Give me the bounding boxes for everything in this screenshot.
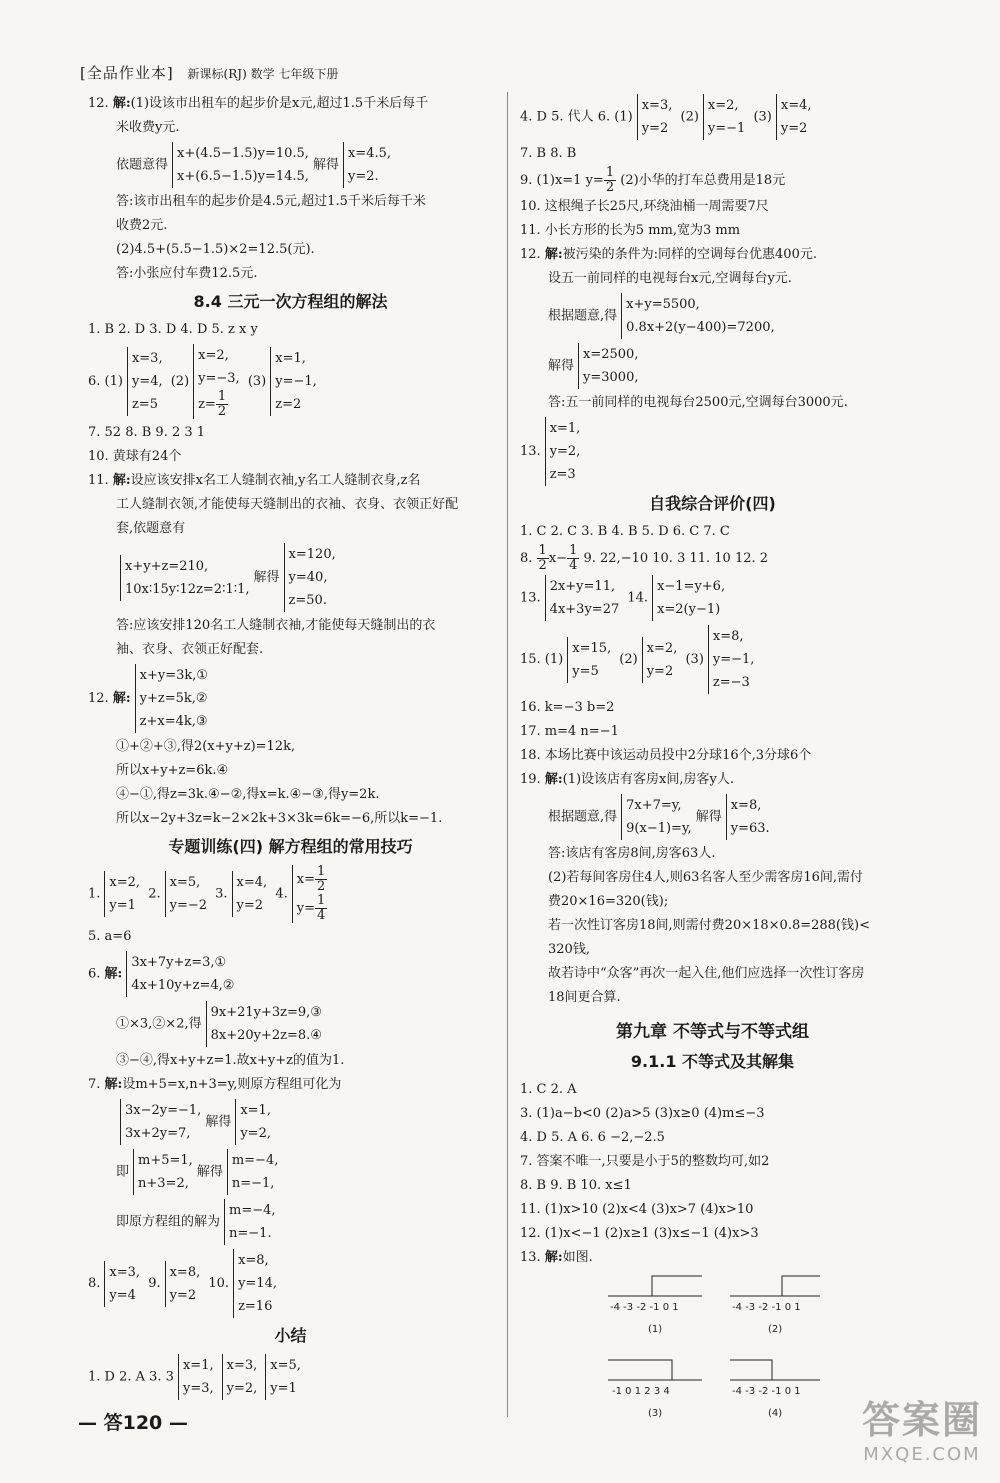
figure-caption: (1) [648, 1324, 663, 1335]
equation-line: 根据题意,得 7x+7=y, 9(x−1)=y, 解得 x=8, y=63. [520, 792, 905, 842]
equation-line: ①×3,②×2,得 9x+21y+3z=9,③ 8x+20y+2z=8.④ [88, 999, 493, 1049]
column-divider [507, 92, 508, 1417]
equation-system: x−1=y+6, x=2(y−1) [652, 575, 725, 621]
left-column: 12. 解:(1)设该市出租车的起步价是x元,超过1.5千米后每千 米收费y元. 依题意得 x+(4.5−1.5)y=10.5, x+(6.5−1.5)y=14.5, 解得 x=4.5, y=2. 答:该市出租车的起步价是4.5元,超过1.5千米后每千米 收费2元. (2)4.5+(5.5−1.5)×2=12.5(元). 答:小张应付车费12.5元. 8.4 三元一次方程组的解法 1. B 2. D 3. D 4. D 5. z x y 6. (1) x=3, y=4, z=5 (2) x=2, y=−3, z= $\frac{1}{2}$ (3) x=1, y=−1, z=2 7. 52 8. B 9. 2 3 1 10. 黄球有24个 11. 解:设应该安排x名工人缝制衣袖,y名工人缝制衣身,z名 工人缝制衣领,才能使每天缝制出的衣袖、衣身、衣领正好配 套,依题意有 x+y+z=210, 10x∶15y∶12z=2∶1∶1, 解得 x=120, y=40, z=50. 答:应该安排120名工人缝制衣袖,才能使每天缝制出的衣 袖、衣身、衣领正好配套. 12. 解: x+y=3k,① y+z=5k,② z+x=4k,③ ①+②+③,得2(x+y+z)=12k, 所以x+y+z=6k.④ ④−①,得z=3k.④−②,得x=k.④−③,得y=2k. 所以x−2y+3z=k−2×2k+3×3k=6k=−6,所以k=−1. 专题训练(四) 解方程组的常用技巧 1. x=2, y=1 2. x=5, y=−2 3. x=4, y=2 4. x= $\frac{1}{2}$ y= $\frac{1}{4}$ 5. a=6 6. 解: 3x+7y+z=3,① 4x+10y+z=4,② ①×3,②×2,得 9x+21y+3z=9,③ 8x+20y+2z=8.④ ③−④,得x+y+z=1.故x+y+z的值为1. 7. 解:设m+5=x,n+3=y,则原方程组可化为 3x−2y=−1, 3x+2y=7, 解得 x=1, y=2, 即 m+5=1, n+3=2, 解得 m=−4, n=−1, 即原方程组的解为 m=−4, n=−1. 8. x=3, y=4 9. x=8, y=2 10. x=8, y=14, z=16 小结 1. D 2. A 3. 3 x=1, y=3, x=3, y=2, x=5, y=1 [88, 92, 493, 1402]
page-number: — 答120 — [78, 1412, 188, 1434]
text-line: ①+②+③,得2(x+y+z)=12k, [116, 739, 296, 754]
text-line: 10. 黄球有24个 [88, 449, 182, 464]
section-heading: 小结 [274, 1326, 307, 1345]
equation-line: 根据题意,得 x+y=5500, 0.8x+2(y−400)=7200, [520, 291, 905, 341]
section-heading: 自我综合评价(四) [649, 494, 776, 513]
svg-text:-4 -3 -2 -1 0 1: -4 -3 -2 -1 0 1 [732, 1302, 801, 1313]
text-line: 所以x+y+z=6k.④ [116, 763, 229, 778]
book-meta: 新课标(RJ) 数学 七年级下册 [187, 67, 339, 81]
watermark [862, 1389, 982, 1465]
equation-system: x=2, y=−1 [703, 94, 745, 140]
right-column: 4. D 5. 代人 6. (1) x=3, y=2 (2) x=2, y=−1 (3) x=4, y=2 7. B 8. B 9. (1)x=1 y= $\frac{1}{2}$ (2)小华的打车总费用是18元 10. 这根绳子长25尺,环绕油桶一周需要7尺 11. 小长方形的长为5 mm,宽为3 mm 12. 解:被污染的条件为:同样的空调每台优惠400元. 设五一前同样的电视每台x元,空调每台y元. 根据题意,得 x+y=5500, 0.8x+2(y−400)=7200, 解得 x=2500, y=3000, 答:五一前同样的电视每台2500元,空调每台3000元. 13. x=1, y=2, z=3 自我综合评价(四) 1. C 2. C 3. B 4. B 5. D 6. C 7. C 8. $\frac{1}{2}$ x− $\frac{1}{4}$ 9. 22,−10 10. 3 11. 10 12. 2 13. 2x+y=11, 4x+3y=27 14. x−1=y+6, x=2(y−1) 15. (1) x=15, y=5 (2) x=2, y=2 (3) x=8, y=−1, z=−3 16. k=−3 b=2 17. m=4 n=−1 18. 本场比赛中该运动员投中2分球16个,3分球6个 19. 解:(1)设该店有客房x间,房客y人. 根据题意,得 7x+7=y, 9(x−1)=y, 解得 x=8, y=63. 答:该店有客房8间,房客63人. (2)若每间客房住4人,则63名客人至少需客房16间,需付 费20×16=320(钱); 若一次性订客房18间,则需付费20×18×0.8=288(钱)< 320钱, 故若诗中“众客”再次一起入住,他们应选择一次性订客房 18间更合算. 第九章 不等式与不等式组 9.1.1 不等式及其解集 1. C 2. A 3. (1)a−b<0 (2)a>5 (3)x≥0 (4)m≤−3 4. D 5. A 6. 6 −2,−2.5 7. 答案不唯一,只要是小于5的整数均可,如2 8. B 9. B 10. x≤1 11. (1)x>10 (2)x<4 (3)x>7 (4)x>10 12. (1)x<−1 (2)x≥1 (3)x≤−1 (4)x>3 13. 解:如图. -4 -3 -2 -1 0 1 -4 -3 -2 -1 0 1 -1 0 1 2 3 4 -4 -3 -2 -1 0 1 (1) (2) (3) (4) [520, 92, 905, 1429]
text-line: 16. k=−3 b=2 [520, 700, 615, 715]
number-line-figures [520, 1270, 905, 1420]
text-line: 袖、衣身、衣领正好配套. [116, 642, 264, 657]
equation-system: x=1, y=−1, z=2 [270, 347, 317, 416]
equation-system: x=2, y=−3, z= $\frac{1}{2}$ [193, 344, 240, 419]
text-line: 米收费y元. [116, 120, 180, 135]
text-line: ④−①,得z=3k.④−②,得x=k.④−③,得y=2k. [116, 787, 380, 802]
equation-line: 3x−2y=−1, 3x+2y=7, 解得 x=1, y=2, [88, 1097, 493, 1147]
equation-line: 即原方程组的解为 m=−4, n=−1. [88, 1197, 493, 1247]
text-line: 11. (1)x>10 (2)x<4 (3)x>7 (4)x>10 [520, 1202, 754, 1217]
solution-ray [782, 1276, 820, 1296]
text-line: 若一次性订客房18间,则需付费20×18×0.8=288(钱)< [548, 918, 870, 933]
section-heading: 专题训练(四) 解方程组的常用技巧 [168, 837, 413, 856]
text-line: 12. (1)x<−1 (2)x≥1 (3)x≤−1 (4)x>3 [520, 1226, 759, 1241]
text-line: 答:应该安排120名工人缝制衣袖,才能使每天缝制出的衣 [116, 618, 436, 633]
equation-line: 即 m+5=1, n+3=2, 解得 m=−4, n=−1, [88, 1147, 493, 1197]
figure-caption: (2) [768, 1324, 783, 1335]
text-line: (2)若每间客房住4人,则63名客人至少需客房16间,需付 [548, 870, 864, 885]
text-line: 17. m=4 n=−1 [520, 724, 619, 739]
watermark-url: MXQE.COM [863, 1444, 981, 1465]
text-line: 设m+5=x,n+3=y,则原方程组可化为 [122, 1077, 342, 1092]
figure-caption: (4) [768, 1408, 783, 1419]
text-line: 工人缝制衣领,才能使每天缝制出的衣袖、衣身、衣领正好配 [116, 497, 459, 512]
watermark-logo: 答案圈 [861, 1398, 982, 1442]
equation-line: 1. x=2, y=1 2. x=5, y=−2 3. x=4, y=2 4. x= $\frac{1}{2}$ y= $\frac{1}{4}$ [88, 864, 326, 923]
equation-system: x=5, y=1 [265, 1354, 301, 1400]
equation-system: m=−4, n=−1, [227, 1149, 279, 1195]
chapter-heading: 第九章 不等式与不等式组 [616, 1022, 809, 1042]
text-line: 18间更合算. [548, 990, 621, 1005]
equation-system: x=120, y=40, z=50. [284, 543, 336, 612]
equation-system: x=5, y=−2 [165, 871, 207, 917]
equation-system: x=15, y=5 [567, 637, 611, 683]
equation-system: x=2500, y=3000, [578, 343, 638, 389]
book-brand: [全品作业本] [80, 64, 174, 82]
equation-line: 15. (1) x=15, y=5 (2) x=2, y=2 (3) x=8, y=−1, z=−3 [520, 623, 905, 696]
text-line: 故若诗中“众客”再次一起入住,他们应选择一次性订客房 [548, 966, 865, 981]
text-line: 所以x−2y+3z=k−2×2k+3×3k=6k=−6,所以k=−1. [116, 811, 443, 826]
text-line: 答:小张应付车费12.5元. [116, 266, 258, 281]
solution-label: 解: [112, 96, 131, 111]
svg-text:-1 0 1 2 3 4: -1 0 1 2 3 4 [612, 1386, 670, 1397]
solution-ray [608, 1360, 672, 1380]
equation-system: x=1, y=3, [178, 1354, 214, 1400]
equation-line: 13. x=1, y=2, z=3 [520, 415, 905, 488]
text-line: 7. 52 8. B 9. 2 3 1 [88, 425, 206, 440]
text-line: 1. C 2. C 3. B 4. B 5. D 6. C 7. C [520, 524, 730, 539]
figure-caption: (3) [648, 1408, 663, 1419]
equation-system: m=−4, n=−1. [224, 1199, 276, 1245]
equation-system: 3x+7y+z=3,① 4x+10y+z=4,② [126, 951, 234, 997]
text-line: (1)设该店有客房x间,房客y人. [562, 772, 734, 787]
equation-system: x= $\frac{1}{2}$ y= $\frac{1}{4}$ [292, 865, 328, 923]
text-line: 7. 答案不唯一,只要是小于5的整数均可,如2 [520, 1154, 770, 1169]
text-line: 10. 这根绳子长25尺,环绕油桶一周需要7尺 [520, 199, 769, 214]
equation-system: x+y+z=210, 10x∶15y∶12z=2∶1∶1, [120, 555, 250, 601]
equation-system: x=3, y=4 [104, 1261, 140, 1307]
equation-system: x=1, y=2, z=3 [545, 417, 581, 486]
equation-system: x=3, y=2, [222, 1354, 258, 1400]
equation-system: x+(4.5−1.5)y=10.5, x+(6.5−1.5)y=14.5, [172, 142, 309, 188]
equation-line: 6. 解: 3x+7y+z=3,① 4x+10y+z=4,② [88, 949, 493, 999]
equation-line: 解得 x=2500, y=3000, [520, 341, 905, 391]
text-line: 320钱, [548, 942, 590, 957]
q-number: 12. [88, 96, 109, 111]
text-line: 设五一前同样的电视每台x元,空调每台y元. [548, 271, 792, 286]
equation-system: x=3, y=2 [637, 94, 673, 140]
equation-system: x=2, y=2 [642, 637, 678, 683]
equation-system: x=1, y=2, [235, 1099, 271, 1145]
equation-system: 9x+21y+3z=9,③ 8x+20y+2z=8.④ [206, 1001, 322, 1047]
text-line: 4. D 5. A 6. 6 −2,−2.5 [520, 1130, 665, 1145]
solution-ray [730, 1360, 772, 1380]
text-line: (1)设该市出租车的起步价是x元,超过1.5千米后每千 [130, 96, 429, 111]
text-line: 11. 小长方形的长为5 mm,宽为3 mm [520, 223, 741, 238]
equation-line: 9. (1)x=1 y= $\frac{1}{2}$ (2)小华的打车总费用是18元 [520, 165, 786, 195]
text-line: 费20×16=320(钱); [548, 894, 669, 909]
text-line: 设应该安排x名工人缝制衣袖,y名工人缝制衣身,z名 [130, 473, 421, 488]
text-line: 3. (1)a−b<0 (2)a>5 (3)x≥0 (4)m≤−3 [520, 1106, 765, 1121]
page-header [80, 62, 338, 83]
section-heading: 9.1.1 不等式及其解集 [630, 1052, 795, 1071]
text-line: 1. B 2. D 3. D 4. D 5. z x y [88, 322, 258, 337]
section-heading: 8.4 三元一次方程组的解法 [193, 292, 388, 311]
equation-line: 4. D 5. 代人 6. (1) x=3, y=2 (2) x=2, y=−1 (3) x=4, y=2 [520, 92, 905, 142]
equation-line: 12. 解: x+y=3k,① y+z=5k,② z+x=4k,③ [88, 662, 493, 735]
equation-system: x=8, y=14, z=16 [233, 1249, 277, 1318]
equation-line: 8. x=3, y=4 9. x=8, y=2 10. x=8, y=14, z=16 [88, 1247, 493, 1320]
text-line: 收费2元. [116, 218, 168, 233]
text-line: 1. C 2. A [520, 1082, 577, 1097]
equation-line: 依题意得 x+(4.5−1.5)y=10.5, x+(6.5−1.5)y=14.5, 解得 x=4.5, y=2. [88, 140, 493, 190]
equation-system: x=4, y=2 [232, 871, 268, 917]
text-line: ③−④,得x+y+z=1.故x+y+z的值为1. [116, 1053, 345, 1068]
text-line: 答:该市出租车的起步价是4.5元,超过1.5千米后每千米 [116, 194, 426, 209]
text-line: 7. B 8. B [520, 146, 577, 161]
text-line: 18. 本场比赛中该运动员投中2分球16个,3分球6个 [520, 748, 812, 763]
equation-system: x=4, y=2 [776, 94, 812, 140]
text-line: 套,依题意有 [116, 521, 186, 536]
text-line: 答:五一前同样的电视每台2500元,空调每台3000元. [548, 395, 848, 410]
equation-line: 13. 2x+y=11, 4x+3y=27 14. x−1=y+6, x=2(y−1) [520, 573, 905, 623]
text-line: 被污染的条件为:同样的空调每台优惠400元. [562, 247, 817, 262]
equation-system: 7x+7=y, 9(x−1)=y, [621, 794, 692, 840]
equation-system: x=8, y=2 [165, 1261, 201, 1307]
svg-text:-4 -3 -2 -1 0 1: -4 -3 -2 -1 0 1 [732, 1386, 801, 1397]
equation-system: m+5=1, n+3=2, [133, 1149, 193, 1195]
equation-line: 8. $\frac{1}{2}$ x− $\frac{1}{4}$ 9. 22,−10 10. 3 11. 10 12. 2 [520, 543, 769, 573]
text-line: 5. a=6 [88, 929, 132, 944]
equation-system: x+y=5500, 0.8x+2(y−400)=7200, [621, 293, 774, 339]
equation-system: 3x−2y=−1, 3x+2y=7, [120, 1099, 201, 1145]
equation-line: 6. (1) x=3, y=4, z=5 (2) x=2, y=−3, z= $\frac{1}{2}$ (3) x=1, y=−1, z=2 [88, 342, 493, 421]
equation-system: x=3, y=4, z=5 [127, 347, 163, 416]
equation-line: 1. D 2. A 3. 3 x=1, y=3, x=3, y=2, x=5, y=1 [88, 1352, 493, 1402]
text-line: 8. B 9. B 10. x≤1 [520, 1178, 632, 1193]
equation-system: x+y=3k,① y+z=5k,② z+x=4k,③ [135, 664, 208, 733]
solution-ray [652, 1276, 702, 1296]
equation-system: x=8, y=63. [726, 794, 770, 840]
text-line: 答:该店有客房8间,房客63人. [548, 846, 716, 861]
equation-system: 2x+y=11, 4x+3y=27 [545, 575, 620, 621]
svg-text:-4 -3 -2 -1 0 1: -4 -3 -2 -1 0 1 [610, 1302, 679, 1313]
equation-system: x=2, y=1 [104, 871, 140, 917]
text-line: (2)4.5+(5.5−1.5)×2=12.5(元). [116, 242, 315, 257]
equation-line: x+y+z=210, 10x∶15y∶12z=2∶1∶1, 解得 x=120, y=40, z=50. [88, 541, 493, 614]
equation-system: x=8, y=−1, z=−3 [708, 625, 755, 694]
equation-system: x=4.5, y=2. [343, 142, 391, 188]
